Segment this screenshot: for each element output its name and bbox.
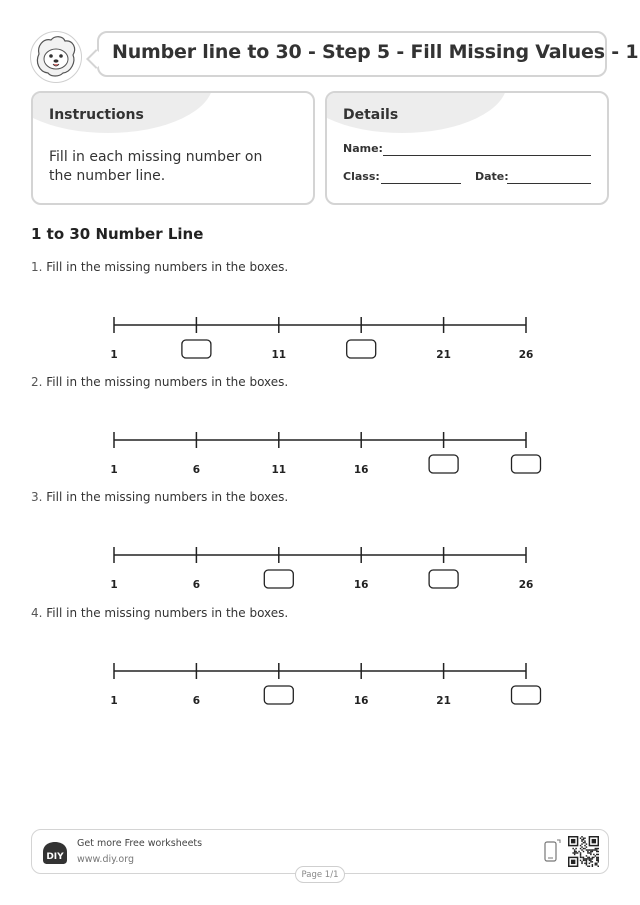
answer-box[interactable] [264,686,293,704]
footer-url[interactable]: www.diy.org [77,854,134,865]
tick-label: 1 [110,695,118,707]
tick-label: 1 [110,349,118,361]
page-title: Number line to 30 - Step 5 - Fill Missing Values - 1 [112,41,639,63]
tick-label: 6 [192,464,201,476]
tick-label: 11 [271,349,287,361]
name-field[interactable] [383,155,591,156]
tick-label: 16 [353,695,369,707]
tick-label: 16 [353,464,369,476]
diy-logo-icon[interactable] [40,840,70,870]
page-indicator: Page 1/1 [295,866,345,883]
tick-label: 26 [518,349,534,361]
class-label: Class: [343,170,380,183]
question-prompt: Fill in the missing numbers in the boxes. [46,375,289,389]
instructions-text: Fill in each missing number on the number line. [49,149,263,184]
tick-label: 1 [110,579,118,591]
number-line-2 [0,425,640,495]
tick-label: 11 [271,464,287,476]
number-line-1 [0,310,640,380]
question-prompt: Fill in the missing numbers in the boxes. [46,490,289,504]
date-label: Date: [475,170,509,183]
question-number: 1. [31,260,43,274]
details-panel [325,91,609,205]
date-field[interactable] [507,183,591,184]
tick-label: 21 [436,695,451,707]
answer-box[interactable] [512,686,541,704]
tick-label: 6 [192,695,201,707]
tick-label: 1 [110,464,118,476]
name-label: Name: [343,142,383,155]
mascot-avatar-icon [30,31,82,83]
question-number: 2. [31,375,43,389]
answer-box[interactable] [182,340,211,358]
footer-cta: Get more Free worksheets [77,838,203,849]
question-number: 4. [31,606,43,620]
instructions-title: Instructions [49,107,144,123]
answer-box[interactable] [347,340,376,358]
answer-box[interactable] [264,570,293,588]
question-prompt: Fill in the missing numbers in the boxes. [46,260,289,274]
tick-label: 6 [192,579,201,591]
answer-box[interactable] [429,455,458,473]
tick-label: 26 [518,579,534,591]
phone-icon [542,838,562,868]
question-number: 3. [31,490,43,504]
qr-code-icon[interactable] [568,836,599,871]
details-title: Details [343,107,399,123]
question-1 [31,260,288,274]
svg-text:DIY: DIY [46,852,64,862]
instructions-panel [31,91,315,205]
tick-label: 21 [436,349,451,361]
number-line-4 [0,656,640,726]
tick-label: 16 [353,579,369,591]
class-field[interactable] [381,183,461,184]
question-prompt: Fill in the missing numbers in the boxes. [46,606,289,620]
answer-box[interactable] [429,570,458,588]
answer-box[interactable] [512,455,541,473]
number-line-3 [0,540,640,610]
section-title: 1 to 30 Number Line [31,225,204,243]
